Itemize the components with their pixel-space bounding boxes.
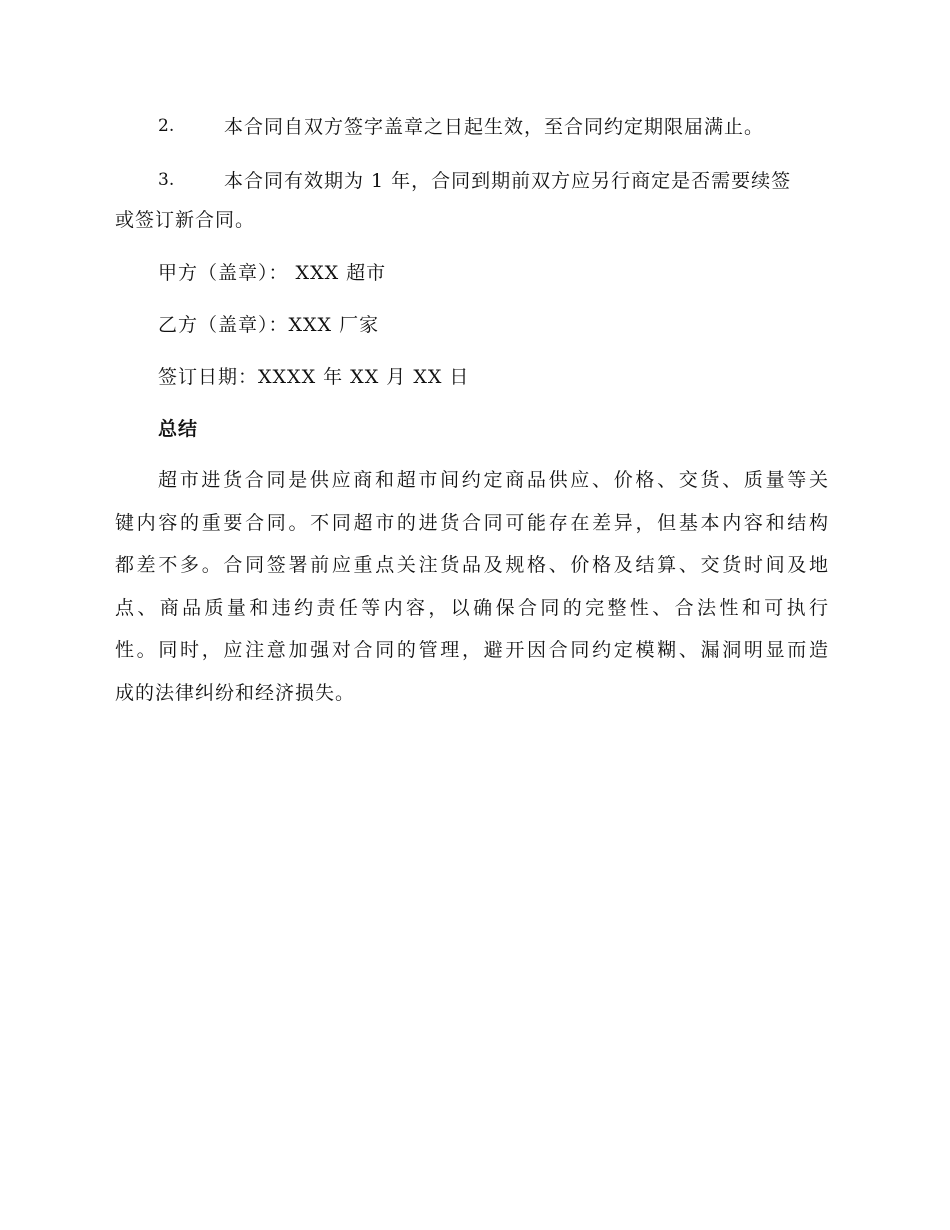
- summary-line-2: 键内容的重要合同。不同超市的进货合同可能存在差异，但基本内容和结构: [115, 512, 829, 534]
- clause-3-text-line2: 或签订新合同。: [115, 209, 256, 231]
- clause-2-text: 本合同自双方签字盖章之日起生效，至合同约定期限届满止。: [224, 116, 765, 138]
- summary-line-5: 性。同时，应注意加强对合同的管理，避开因合同约定模糊、漏洞明显而造: [115, 639, 829, 661]
- party-b-signature: 乙方（盖章）：XXX 厂家: [158, 314, 380, 336]
- clause-number-3: 3.: [158, 170, 175, 190]
- clause-number-2: 2.: [158, 116, 175, 136]
- summary-line-1: 超市进货合同是供应商和超市间约定商品供应、价格、交货、质量等关: [158, 469, 829, 491]
- clause-3-text-line1: 本合同有效期为 1 年，合同到期前双方应另行商定是否需要续签: [224, 170, 792, 192]
- summary-line-3: 都差不多。合同签署前应重点关注货品及规格、价格及结算、交货时间及地: [115, 554, 829, 576]
- summary-line-4: 点、商品质量和违约责任等内容，以确保合同的完整性、合法性和可执行: [115, 597, 829, 619]
- summary-line-6: 成的法律纠纷和经济损失。: [115, 682, 356, 704]
- signing-date: 签订日期：XXXX 年 XX 月 XX 日: [158, 366, 470, 388]
- party-a-signature: 甲方（盖章）： XXX 超市: [158, 262, 387, 284]
- summary-heading: 总结: [158, 418, 199, 440]
